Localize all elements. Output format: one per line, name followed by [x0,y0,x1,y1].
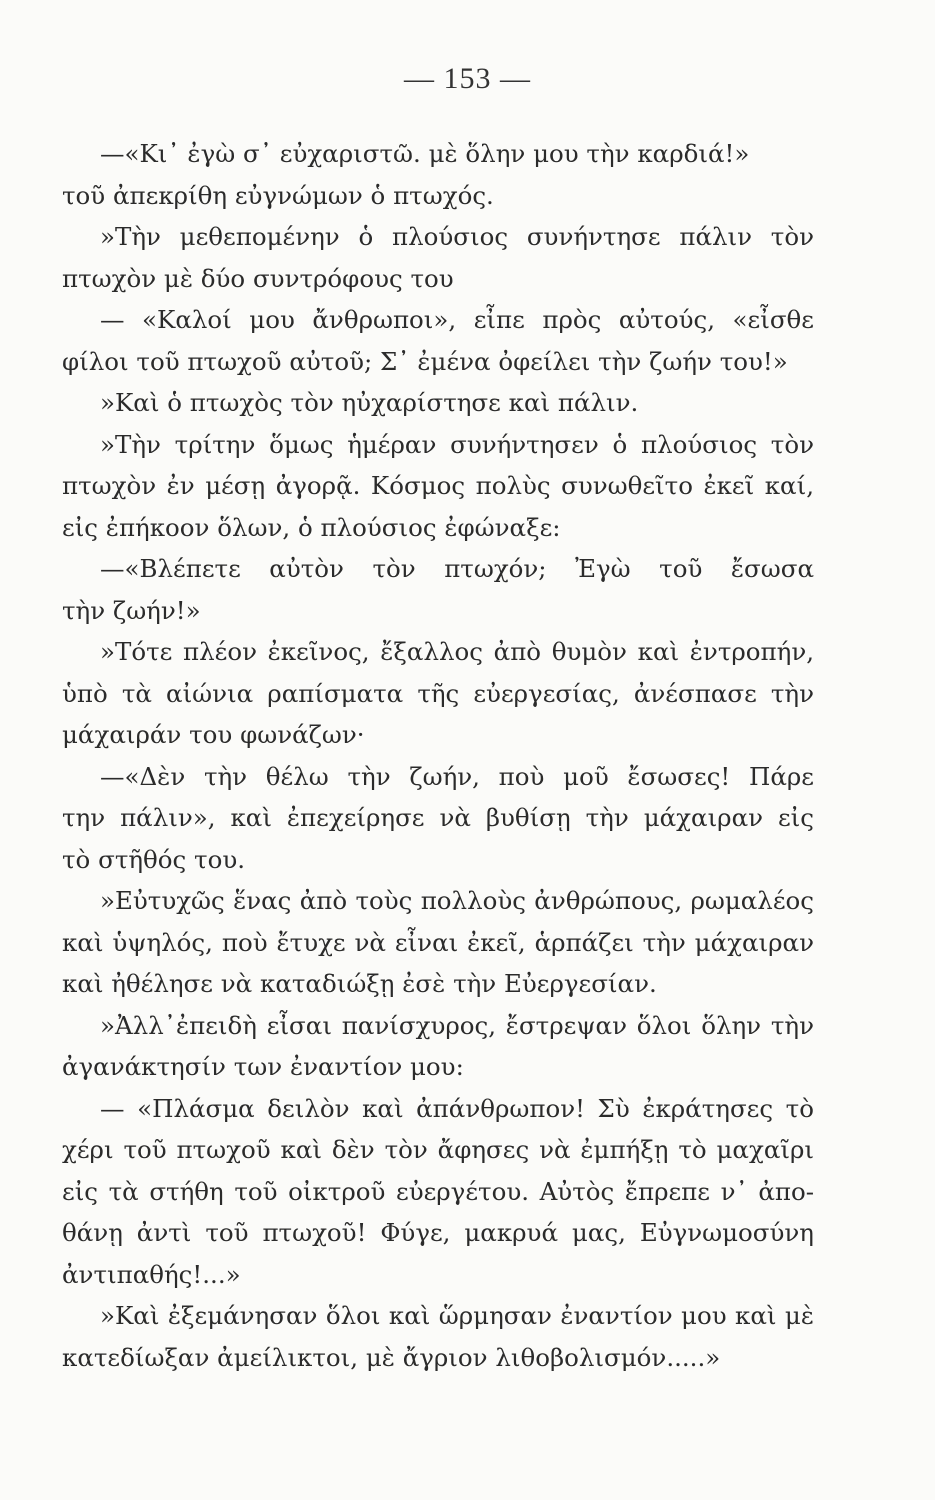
text-line: — «Καλοί μου ἄνθρωποι», εἶπε πρὸς αὐτούς, «εἶσθε [100,305,814,334]
text-line: φίλοι τοῦ πτωχοῦ αὐτοῦ; Σ᾽ ἐμένα ὀφείλει τὴν ζωήν του!» [62,346,788,376]
text-line: τὸ στῆθός του. [62,844,246,874]
text-line: καὶ ἠθέλησε νὰ καταδιώξῃ ἐσὲ τὴν Εὐεργεσίαν. [62,969,657,998]
text-line: »Τὴν μεθεπομένην ὁ πλούσιος συνήντησε πάλιν τὸν [100,222,814,251]
text-line: »Εὐτυχῶς ἕνας ἀπὸ τοὺς πολλοὺς ἀνθρώπους, ρωμαλέος [100,886,814,915]
text-line: ἀγανάκτησίν των ἐναντίον μου: [62,1052,464,1081]
text-line: θάνῃ ἀντὶ τοῦ πτωχοῦ! Φύγε, μακρυά μας, Εὐγνωμοσύνη [62,1218,814,1247]
text-line: καὶ ὑψηλός, ποὺ ἔτυχε νὰ εἶναι ἐκεῖ, ἁρπάζει τὴν μάχαιραν [62,927,814,957]
text-line: μάχαιράν του φωνάζων· [62,720,365,749]
text-line: ἀντιπαθής!...» [62,1259,241,1289]
text-line: »Τότε πλέον ἐκεῖνος, ἔξαλλος ἀπὸ θυμὸν καὶ ἐντροπήν, [100,637,814,666]
text-line: »Καὶ ὁ πτωχὸς τὸν ηὐχαρίστησε καὶ πάλιν. [100,388,639,417]
text-line: εἰς ἐπήκοον ὅλων, ὁ πλούσιος ἐφώναξε: [62,512,561,542]
text-line: —«Δὲν τὴν θέλω τὴν ζωήν, ποὺ μοῦ ἔσωσες! Πάρε [100,761,814,791]
text-line: πτωχὸν μὲ δύο συντρόφους του [62,263,454,293]
text-line: —«Βλέπετε αὐτὸν τὸν πτωχόν; Ἐγὼ τοῦ ἔσωσα [100,554,814,583]
text-line: πτωχὸν ἐν μέσῃ ἀγορᾷ. Κόσμος πολὺς συνωθεῖτο ἐκεῖ καί, [62,471,814,500]
text-line: εἰς τὰ στήθη τοῦ οἰκτροῦ εὐεργέτου. Αὐτὸς ἔπρεπε ν᾽ ἀπο- [62,1176,814,1206]
text-line: τὴν ζωήν!» [62,595,201,625]
text-line: κατεδίωξαν ἀμείλικτοι, μὲ ἄγριον λιθοβολισμόν.....» [62,1342,721,1372]
page-number: — 153 — [404,62,531,95]
text-line: ὑπὸ τὰ αἰώνια ραπίσματα τῆς εὐεργεσίας, ἀνέσπασε τὴν [62,678,814,708]
text-line: — «Πλάσμα δειλὸν καὶ ἀπάνθρωπον! Σὺ ἐκράτησες τὸ [100,1093,814,1123]
text-line: χέρι τοῦ πτωχοῦ καὶ δὲν τὸν ἄφησες νὰ ἐμπήξῃ τὸ μαχαῖρι [62,1135,814,1164]
text-line: »Ἀλλ᾽ἐπειδὴ εἶσαι πανίσχυρος, ἔστρεψαν ὅλοι ὅλην τὴν [100,1010,814,1040]
text-line: —«Κι᾽ ἐγὼ σ᾽ εὐχαριστῶ. μὲ ὅλην μου τὴν καρδιά!» [100,139,750,168]
text-line: »Τὴν τρίτην ὅμως ἡμέραν συνήντησεν ὁ πλούσιος τὸν [100,429,814,459]
text-line: τοῦ ἀπεκρίθη εὐγνώμων ὁ πτωχός. [62,180,494,210]
text-line: την πάλιν», καὶ ἐπεχείρησε νὰ βυθίσῃ τὴν μάχαιραν εἰς [62,803,814,832]
text-line: »Καὶ ἐξεμάνησαν ὅλοι καὶ ὥρμησαν ἐναντίον μου καὶ μὲ [100,1301,814,1330]
